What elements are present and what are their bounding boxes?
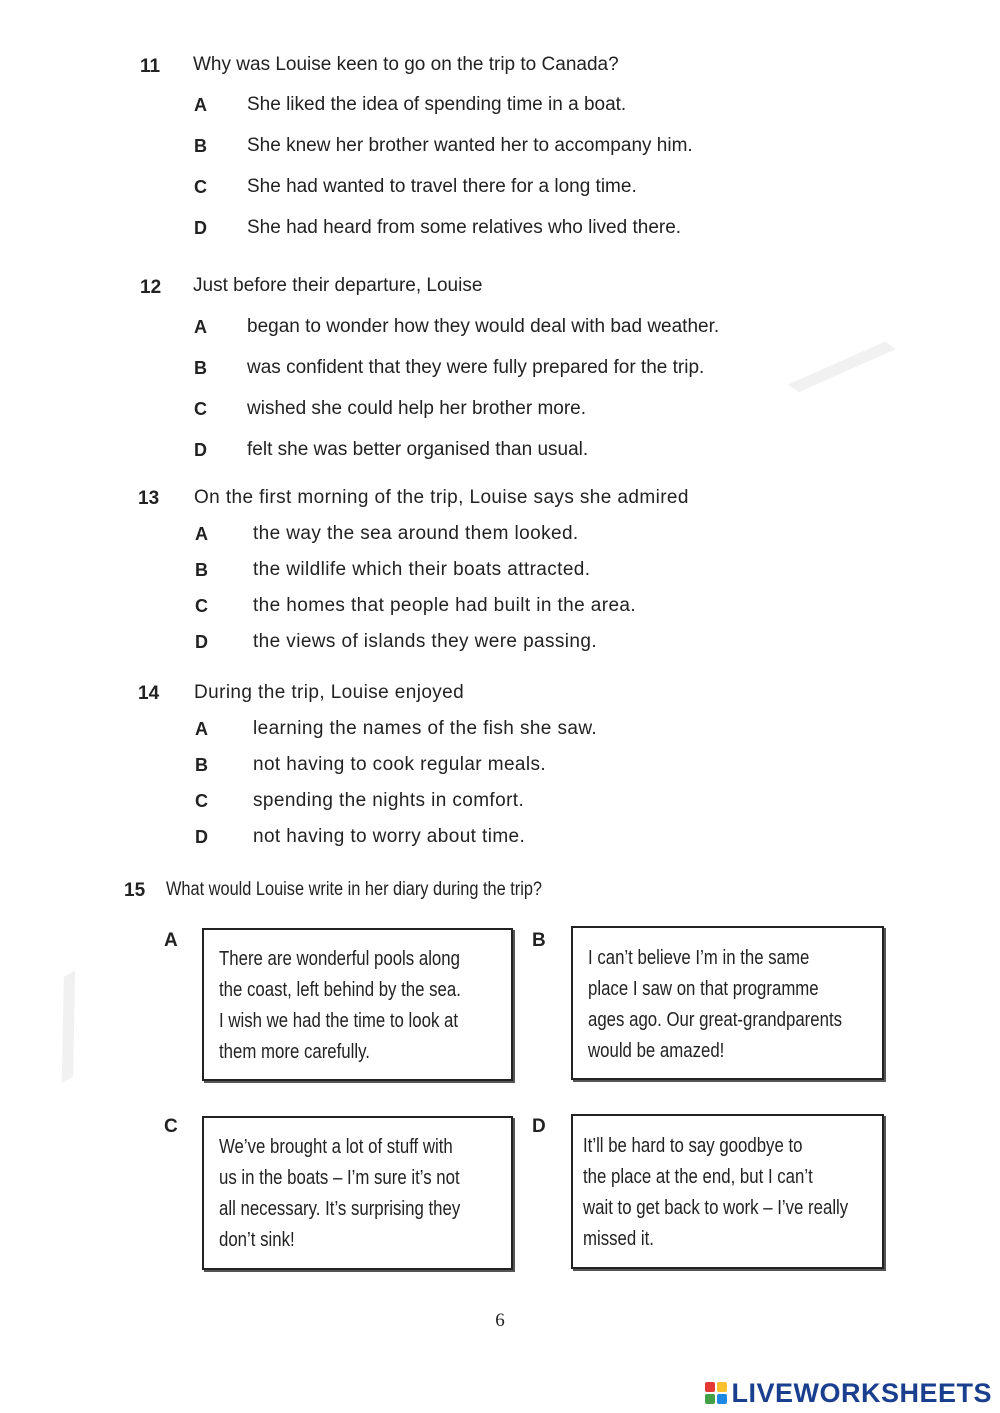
question-number: 15: [124, 880, 146, 901]
box-line: I can’t believe I’m in the same: [588, 947, 810, 969]
answer-box-text: [583, 1131, 860, 1255]
question-text: Why was Louise keen to go on the trip to Canada?: [193, 54, 619, 75]
box-letter-a: A: [164, 930, 178, 951]
question-text: During the trip, Louise enjoyed: [194, 682, 465, 703]
option-text[interactable]: the wildlife which their boats attracted.: [253, 559, 591, 580]
option-letter[interactable]: C: [195, 791, 208, 811]
liveworksheets-logo[interactable]: [705, 1378, 992, 1408]
box-letter-c: C: [164, 1116, 178, 1137]
logo-icon: [705, 1382, 727, 1404]
option-letter[interactable]: B: [195, 560, 208, 580]
box-letter-b: B: [532, 930, 546, 951]
option-letter[interactable]: A: [195, 719, 208, 739]
box-line: would be amazed!: [588, 1040, 725, 1062]
page-number: 6: [495, 1310, 505, 1331]
option-text[interactable]: the views of islands they were passing.: [253, 631, 598, 652]
option-letter[interactable]: B: [195, 755, 208, 775]
option-text[interactable]: wished she could help her brother more.: [247, 398, 587, 419]
box-line: us in the boats – I’m sure it’s not: [219, 1167, 460, 1189]
option-text[interactable]: She knew her brother wanted her to accompany him.: [247, 135, 693, 156]
question-text: What would Louise write in her diary during the trip?: [166, 879, 543, 900]
box-line: all necessary. It’s surprising they: [219, 1198, 461, 1220]
option-letter[interactable]: B: [194, 136, 207, 156]
option-text[interactable]: spending the nights in comfort.: [253, 790, 525, 811]
option-letter[interactable]: B: [194, 358, 207, 378]
option-letter[interactable]: C: [195, 596, 208, 616]
option-text[interactable]: the way the sea around them looked.: [253, 523, 579, 544]
box-line: There are wonderful pools along: [219, 948, 460, 970]
logo-square: [705, 1394, 715, 1404]
box-line: wait to get back to work – I’ve really: [583, 1197, 849, 1219]
box-line: the coast, left behind by the sea.: [219, 979, 461, 1001]
option-text[interactable]: the homes that people had built in the area.: [253, 595, 637, 616]
logo-square: [705, 1382, 715, 1392]
box-line: them more carefully.: [219, 1041, 370, 1063]
logo-square: [717, 1382, 727, 1392]
answer-box-text: [219, 1132, 496, 1256]
logo-square: [717, 1394, 727, 1404]
option-letter[interactable]: A: [194, 317, 207, 337]
box-letter-d: D: [532, 1116, 546, 1137]
option-letter[interactable]: D: [194, 218, 207, 238]
question-text: Just before their departure, Louise: [193, 275, 483, 296]
option-text[interactable]: not having to cook regular meals.: [253, 754, 547, 775]
question-number: 11: [140, 56, 161, 77]
box-line: I wish we had the time to look at: [219, 1010, 459, 1032]
option-text[interactable]: began to wonder how they would deal with bad weather.: [247, 316, 720, 337]
option-letter[interactable]: C: [194, 399, 207, 419]
option-letter[interactable]: A: [195, 524, 208, 544]
box-line: the place at the end, but I can’t: [583, 1166, 813, 1188]
watermark: ⁄: [26, 964, 114, 1095]
box-line: It’ll be hard to say goodbye to: [583, 1135, 803, 1157]
answer-box-text: [219, 944, 496, 1068]
option-letter[interactable]: C: [194, 177, 207, 197]
option-letter[interactable]: D: [195, 827, 208, 847]
option-text[interactable]: not having to worry about time.: [253, 826, 526, 847]
question-text: On the first morning of the trip, Louise says she admired: [194, 487, 689, 508]
box-line: missed it.: [583, 1228, 654, 1250]
answer-box-text: [588, 943, 865, 1067]
question-number: 12: [140, 277, 162, 298]
option-text[interactable]: felt she was better organised than usual.: [247, 439, 589, 460]
option-letter[interactable]: A: [194, 95, 207, 115]
watermark: ⁄: [791, 306, 889, 433]
option-text[interactable]: learning the names of the fish she saw.: [253, 718, 598, 739]
box-line: don’t sink!: [219, 1229, 295, 1251]
option-letter[interactable]: D: [195, 632, 208, 652]
box-line: ages ago. Our great-grandparents: [588, 1009, 843, 1031]
box-line: place I saw on that programme: [588, 978, 819, 1000]
question-number: 14: [138, 683, 160, 704]
box-line: We’ve brought a lot of stuff with: [219, 1136, 453, 1158]
option-text[interactable]: was confident that they were fully prepared for the trip.: [247, 357, 705, 378]
option-text[interactable]: She had wanted to travel there for a long time.: [247, 176, 637, 197]
logo-text: LIVEWORKSHEETS: [731, 1377, 992, 1408]
option-text[interactable]: She liked the idea of spending time in a boat.: [247, 94, 627, 115]
question-number: 13: [138, 488, 160, 509]
option-text[interactable]: She had heard from some relatives who lived there.: [247, 217, 682, 238]
option-letter[interactable]: D: [194, 440, 207, 460]
